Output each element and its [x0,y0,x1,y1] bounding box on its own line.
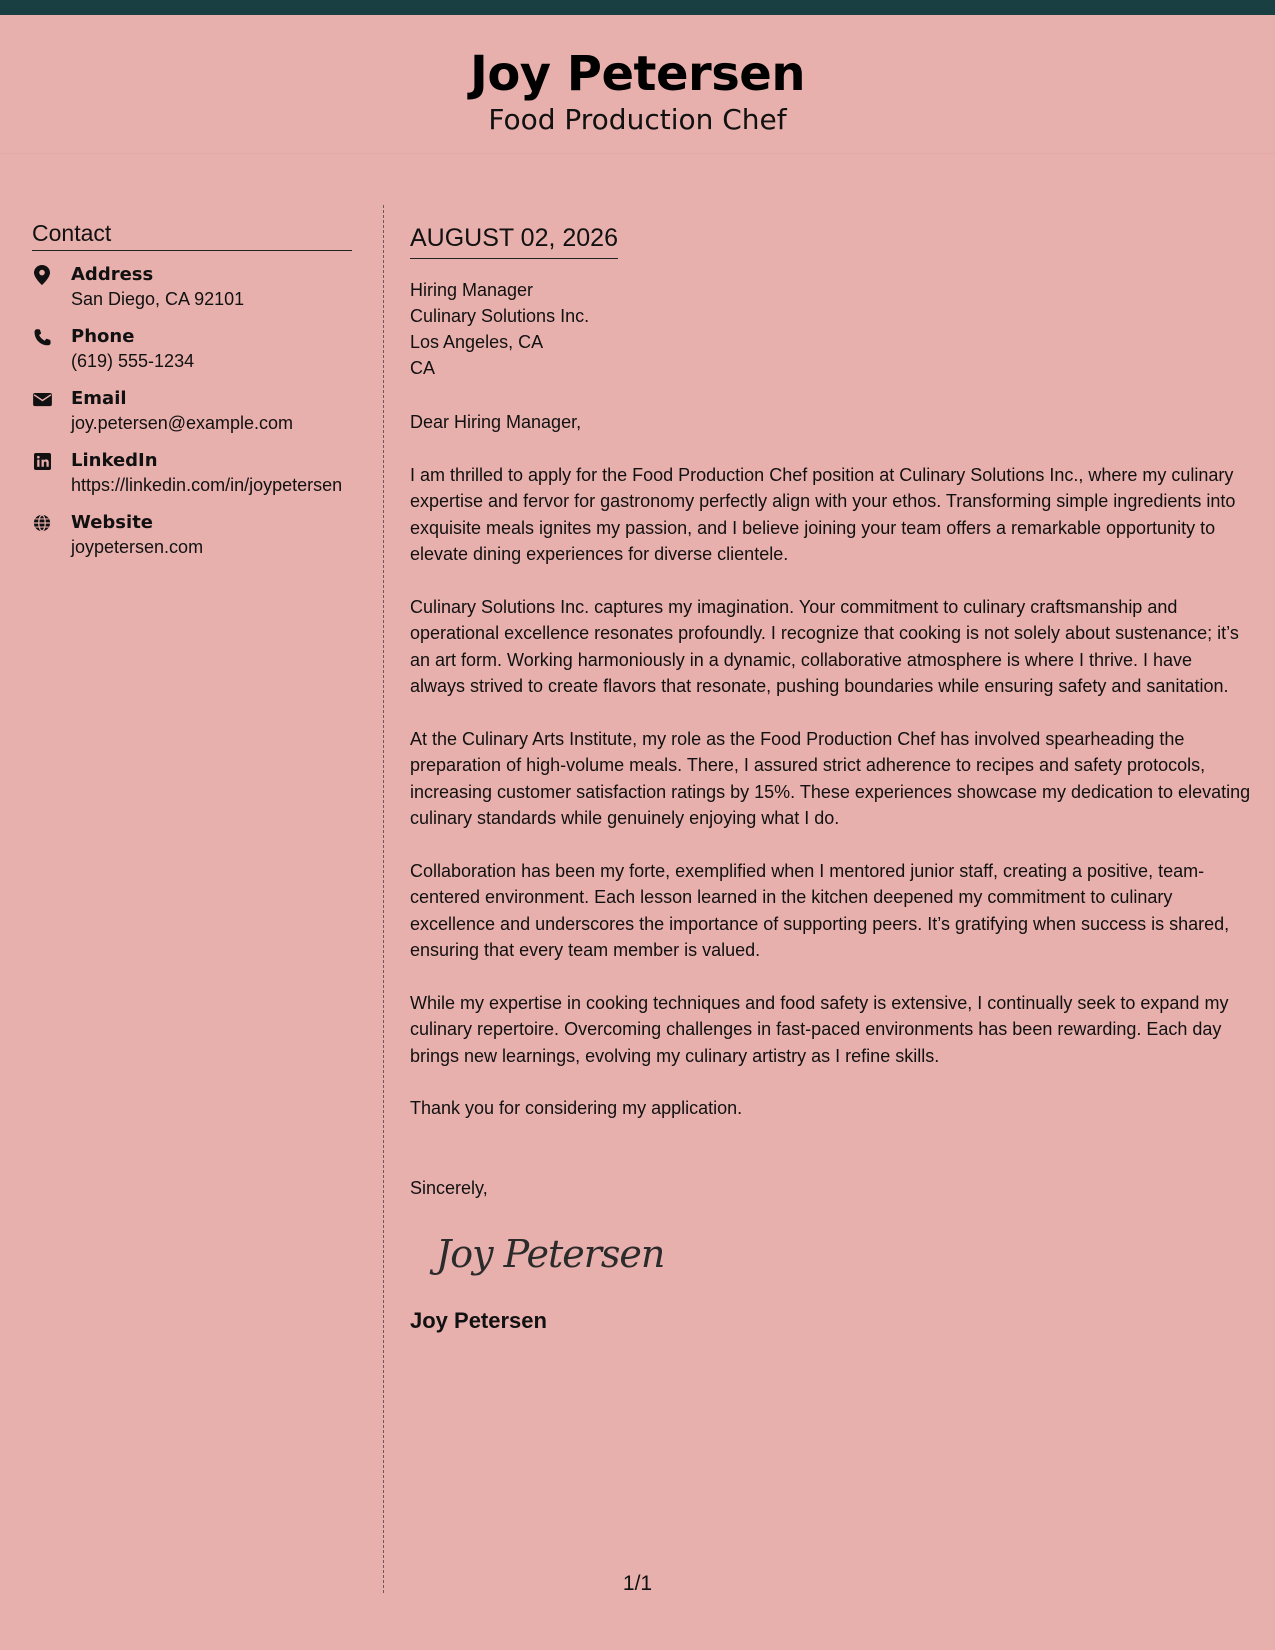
contact-value: (619) 555-1234 [71,351,195,371]
top-accent-bar [0,0,1275,15]
contact-website [32,511,352,559]
recipient-line: Hiring Manager [410,280,534,300]
map-pin-icon [32,265,52,285]
contact-heading: Contact [32,218,352,251]
contact-label: Phone [71,326,135,347]
contact-value: joy.petersen@example.com [71,413,294,433]
contact-address [32,263,352,311]
envelope-icon [32,389,52,409]
recipient-line: Los Angeles, CA [410,332,544,352]
column-divider [383,205,384,1593]
contact-phone [32,325,352,373]
body-paragraph: I am thrilled to apply for the Food Production Chef position at Culinary Solutions Inc., where my culinary expertise and fervor for gastronomy perfectly align with your ethos. Transforming simple ingredients into exquisite meals ignites my passion, and I believe joining your team offers a remarkable opportunity to elevate dining experiences for diverse clientele. [410,464,1236,564]
contact-sidebar [32,218,352,573]
contact-value: joypetersen.com [71,537,204,557]
job-title: Food Production Chef [488,103,787,136]
contact-email [32,387,352,435]
contact-label: Address [71,264,154,285]
signer-name: Joy Petersen [410,1308,547,1333]
recipient-block [410,277,1252,381]
contact-label: LinkedIn [71,450,158,471]
globe-icon [32,513,52,533]
letter-body [410,222,1252,1335]
body-paragraph: While my expertise in cooking techniques and food safety is extensive, I continually seek to expand my culinary repertoire. Overcoming challenges in fast-paced environments has been rewarding. Each day brings new learnings, evolving my culinary artistry as I refine skills. [410,992,1229,1066]
applicant-name: Joy Petersen [469,46,806,102]
contact-linkedin [32,449,352,497]
contact-label: Website [71,512,154,533]
linkedin-icon [32,451,52,471]
signature: Joy Petersen [436,1232,665,1276]
body-paragraph: At the Culinary Arts Institute, my role as the Food Production Chef has involved spearheading the preparation of high-volume meals. There, I assured strict adherence to recipes and safety protocols, increasing customer satisfaction ratings by 15%. These experiences showcase my dedication to elevating culinary standards while genuinely enjoying what I do. [410,728,1251,828]
salutation: Dear Hiring Manager, [410,412,582,432]
letter-date: AUGUST 02, 2026 [410,222,618,259]
body-paragraph: Culinary Solutions Inc. captures my imagination. Your commitment to culinary craftsmanship and operational excellence resonates profoundly. I recognize that cooking is not solely about sustenance; it’s an art form. Working harmoniously in a dynamic, collaborative atmosphere is where I thrive. I have always strived to create flavors that resonate, pushing boundaries while ensuring safety and sanitation. [410,596,1239,696]
body-paragraph: Collaboration has been my forte, exemplified when I mentored junior staff, creating a positive, team-centered environment. Each lesson learned in the kitchen deepened my commitment to culinary excellence and underscores the importance of supporting peers. It’s gratifying when success is shared, ensuring that every team member is valued. [410,860,1230,960]
phone-icon [32,327,52,347]
recipient-line: CA [410,358,436,378]
contact-value: San Diego, CA 92101 [71,289,245,309]
page-number: 1/1 [622,1572,653,1595]
contact-value: https://linkedin.com/in/joypetersen [71,475,343,495]
recipient-line: Culinary Solutions Inc. [410,306,590,326]
body-paragraph: Thank you for considering my application. [410,1098,743,1118]
closing: Sincerely, [410,1177,488,1198]
header [0,15,1275,154]
contact-label: Email [71,388,127,409]
